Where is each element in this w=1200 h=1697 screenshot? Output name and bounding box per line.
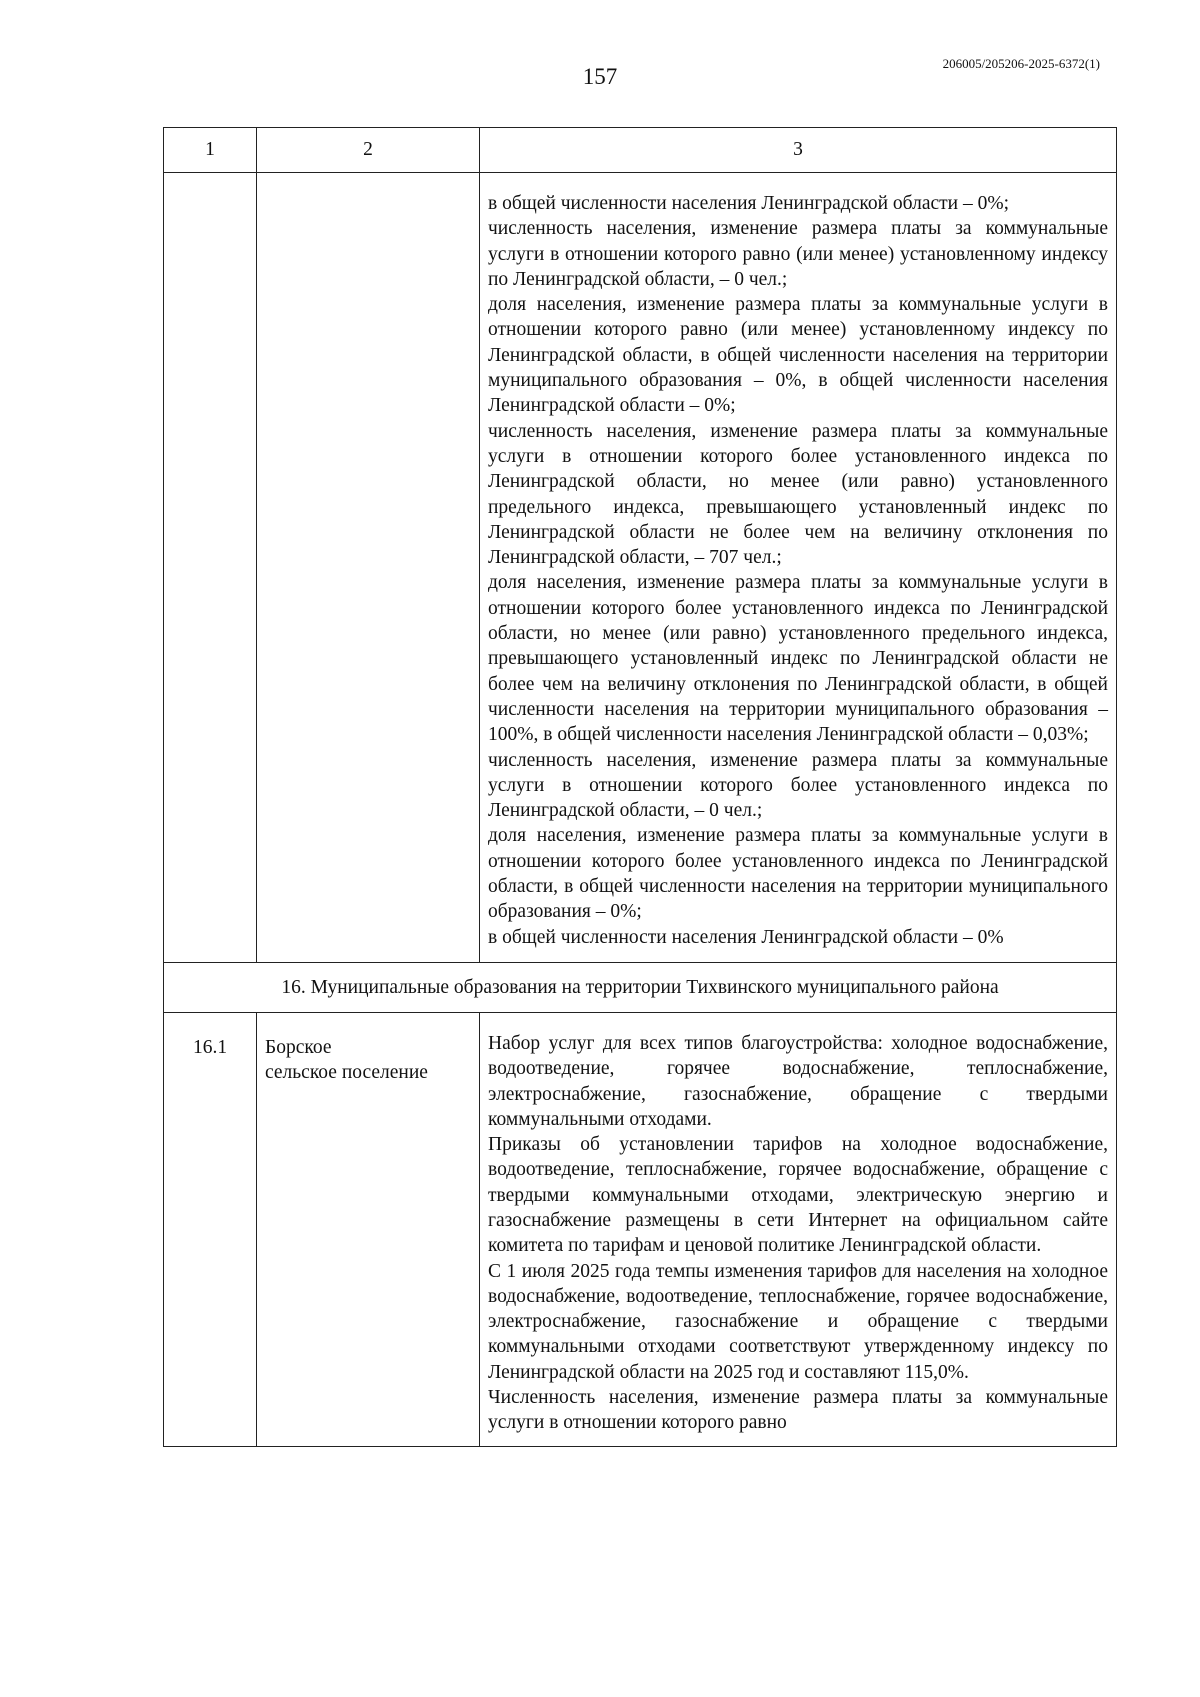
continuation-col2	[257, 173, 480, 963]
data-table	[163, 127, 1117, 1447]
paragraph: доля населения, изменение размера платы за коммунальные услуги в отношении которого более установленного индекса по Ленинградской области, но менее (или равно) установленного предельного индекса, превышающего установленный индекс по Ленинградской области не более чем на величину отклонения по Ленинградской области, в общей численности населения на территории муниципального образования – 100%, в общей численности населения Ленинградской области – 0,03%;	[488, 572, 1108, 746]
column-header-1: 1	[164, 128, 257, 173]
paragraph: Численность населения, изменение размера платы за коммунальные услуги в отношении которого равно	[488, 1387, 1108, 1434]
entry-name-line2: сельское поселение	[265, 1062, 428, 1084]
paragraph: численность населения, изменение размера платы за коммунальные услуги в отношении которого равно (или менее) установленному индексу по Ленинградской области, – 0 чел.;	[488, 218, 1108, 290]
paragraph: в общей численности населения Ленинградской области – 0%	[488, 926, 1004, 948]
paragraph: в общей численности населения Ленинградской области – 0%;	[488, 193, 1010, 214]
page-number: 157	[582, 64, 618, 89]
entry-name-line1: Борское	[265, 1036, 332, 1058]
entry-name	[257, 1012, 480, 1446]
paragraph: Приказы об установлении тарифов на холодное водоснабжение, водоотведение, теплоснабжение, горячее водоснабжение, обращение с твердыми коммунальными отходами, электрическую энергию и газоснабжение размещены в сети Интернет на официальном сайте комитета по тарифам и ценовой политике Ленинградской области.	[488, 1134, 1108, 1257]
table-row-entry	[164, 1012, 1117, 1446]
section-title: 16. Муниципальные образования на территории Тихвинского муниципального района	[164, 962, 1117, 1012]
column-header-3: 3	[480, 128, 1117, 173]
paragraph: доля населения, изменение размера платы за коммунальные услуги в отношении которого равно (или менее) установленному индексу по Ленинградской области, в общей численности населения на территории муниципального образования – 0%, в общей численности населения Ленинградской области – 0%;	[488, 294, 1108, 417]
column-header-2: 2	[257, 128, 480, 173]
continuation-text-cell	[480, 173, 1117, 963]
continuation-col1	[164, 173, 257, 963]
table-header-row	[164, 128, 1117, 173]
paragraph: численность населения, изменение размера платы за коммунальные услуги в отношении которого более установленного индекса по Ленинградской области, но менее (или равно) установленного предельного индекса, превышающего установленный индекс по Ленинградской области не более чем на величину отклонения по Ленинградской области, – 707 чел.;	[488, 420, 1108, 569]
paragraph: С 1 июля 2025 года темпы изменения тарифов для населения на холодное водоснабжение, водоотведение, теплоснабжение, горячее водоснабжение, электроснабжение, газоснабжение и обращение с твердыми коммунальными отходами соответствуют утвержденному индексу по Ленинградской области на 2025 год и составляют 115,0%.	[488, 1260, 1108, 1383]
paragraph: численность населения, изменение размера платы за коммунальные услуги в отношении которого более установленного индекса по Ленинградской области, – 0 чел.;	[488, 749, 1108, 822]
section-row	[164, 962, 1117, 1012]
document-code: 206005/205206-2025-6372(1)	[942, 56, 1100, 71]
entry-number: 16.1	[164, 1012, 257, 1446]
table-row-continuation	[164, 173, 1117, 963]
entry-text-cell	[480, 1012, 1117, 1446]
paragraph: доля населения, изменение размера платы за коммунальные услуги в отношении которого более установленного индекса по Ленинградской области, в общей численности населения на территории муниципального образования – 0%;	[488, 825, 1108, 923]
paragraph: Набор услуг для всех типов благоустройства: холодное водоснабжение, водоотведение, горячее водоснабжение, теплоснабжение, электроснабжение, газоснабжение, обращение с твердыми коммунальными отходами.	[488, 1032, 1108, 1130]
